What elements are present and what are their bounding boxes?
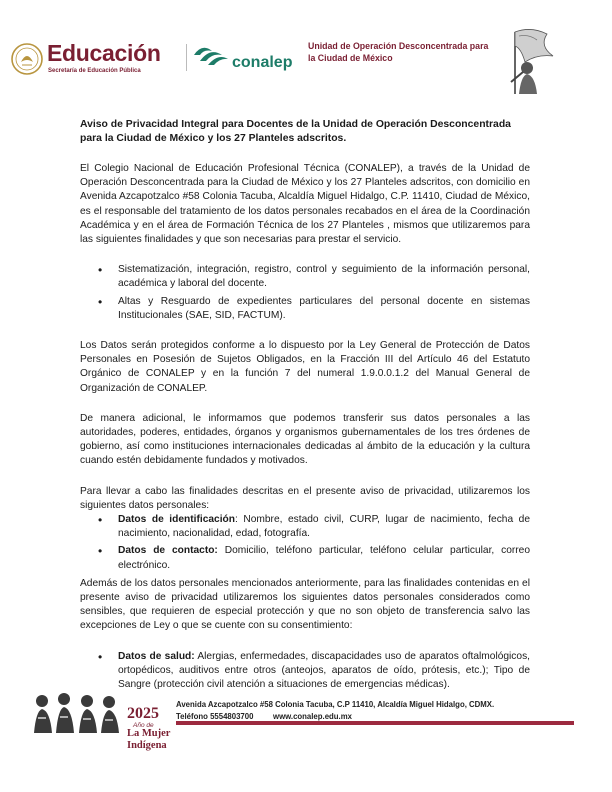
intro-paragraph: El Colegio Nacional de Educación Profesional Técnica (CONALEP), a través de la Unidad de Operación Desconcentrada para la Ciudad de México y los 27 Planteles adscritos, con domicilio en Avenida Azcapotzalco #58 Colonia Tacuba, Alcaldía Miguel Hidalgo, C.P. 11410, Ciudad de México, es el responsable del tratamiento de los datos personales recabados en el área de la Coordinación Académica y en el área de Formación Técnica de los 27 Planteles , mismos que utilizaremos para las siguientes finalidades y que son necesarias para prestar el servicio. [80,163,530,246]
header-divider [186,44,187,71]
legal-basis-paragraph: Los Datos serán protegidos conforme a lo dispuesto por la Ley General de Protección de Datos Personales en Posesión de Sujetos Obligados, en la Fracción III del Artículo 46 del Estatuto Orgánico de CONALEP y en la función 7 del numeral 1.9.0.0.1.2 del Manual General de Organización de CONALEP. [80,340,530,394]
flag-illustration-icon [497,24,557,96]
year-subtitle: Año de [133,722,154,729]
page-footer [0,684,612,792]
conalep-logo-icon [192,43,230,67]
year-motto-line2: Indígena [127,740,167,751]
item-text: Alergias, enfermedades, discapacidades uso de aparatos oftalmológicos, ortopédicos, auditivos entre otros (anteojos, aparatos de oído, prótesis, etc.); Tipo de Sangre (protección civil atención a situaciones de emergencias médicas). [118,650,530,691]
privacy-notice-document [80,118,530,708]
item-label: Datos de contacto: [118,545,218,557]
document-title: Aviso de Privacidad Integral para Docentes de la Unidad de Operación Desconcentrada para la Ciudad de México y los 27 Planteles adscritos. [80,119,511,144]
sensitive-intro-paragraph: Además de los datos personales mencionados anteriormente, para las finalidades contenidas en el presente aviso de privacidad utilizaremos los siguientes datos personales considerados como sensibles, que requieren de especial protección y que no son objeto de transferencia salvo las excepciones de Ley o que se cuente con su consentimiento: [80,577,530,632]
year-motto-line1: La Mujer [127,728,171,739]
transfers-paragraph: De manera adicional, le informamos que podemos transferir sus datos personales a las autoridades, poderes, entidades, órganos y organismos gubernamentales de los tres órdenes de gobierno, así como instituciones internacionales dedicadas al ámbito de la educación y la cultura cuando estén debidamente fundados y motivados. [80,412,530,467]
item-text: : Nombre, estado civil, CURP, lugar de nacimiento, fecha de nacimiento, nacionalidad, edad, fotografía. [118,514,531,540]
brand-title: Educación [47,40,161,66]
page-header [0,0,612,110]
personal-data-item [118,544,530,572]
data-intro-paragraph: Para llevar a cabo las finalidades descritas en el presente aviso de privacidad, utilizaremos los siguientes datos personales: [80,485,530,511]
year-label: 2025 [127,705,159,722]
personal-data-list [80,513,530,573]
personal-data-item [118,513,530,541]
item-text: Domicilio, teléfono particular, teléfono celular particular, correo electrónico. [118,545,530,571]
mexico-seal-icon [10,42,44,76]
unit-name: Unidad de Operación Desconcentrada para la Ciudad de México [308,41,489,63]
item-label: Datos de identificación [118,514,235,526]
purpose-item: • Sistematización, integración, registro, control y seguimiento de la información personal, académica y laboral del docente. [118,263,530,291]
brand-subtitle: Secretaría de Educación Pública [48,68,141,74]
indigenous-women-illustration-icon [32,689,120,733]
purposes-list [80,263,530,323]
footer-bar [176,721,574,725]
purpose-item: • Altas y Resguardo de expedientes particulares del personal docente en sistemas Institucionales (SAE, SID, FACTUM). [118,295,530,323]
footer-website-link[interactable]: www.conalep.edu.mx [273,712,352,721]
conalep-wordmark: conalep [232,54,293,71]
footer-phone: Teléfono 5554803700 [176,712,254,721]
item-label: Datos de salud: [118,650,195,662]
footer-address: Avenida Azcapotzalco #58 Colonia Tacuba, C.P 11410, Alcaldía Miguel Hidalgo, CDMX. [176,700,495,709]
